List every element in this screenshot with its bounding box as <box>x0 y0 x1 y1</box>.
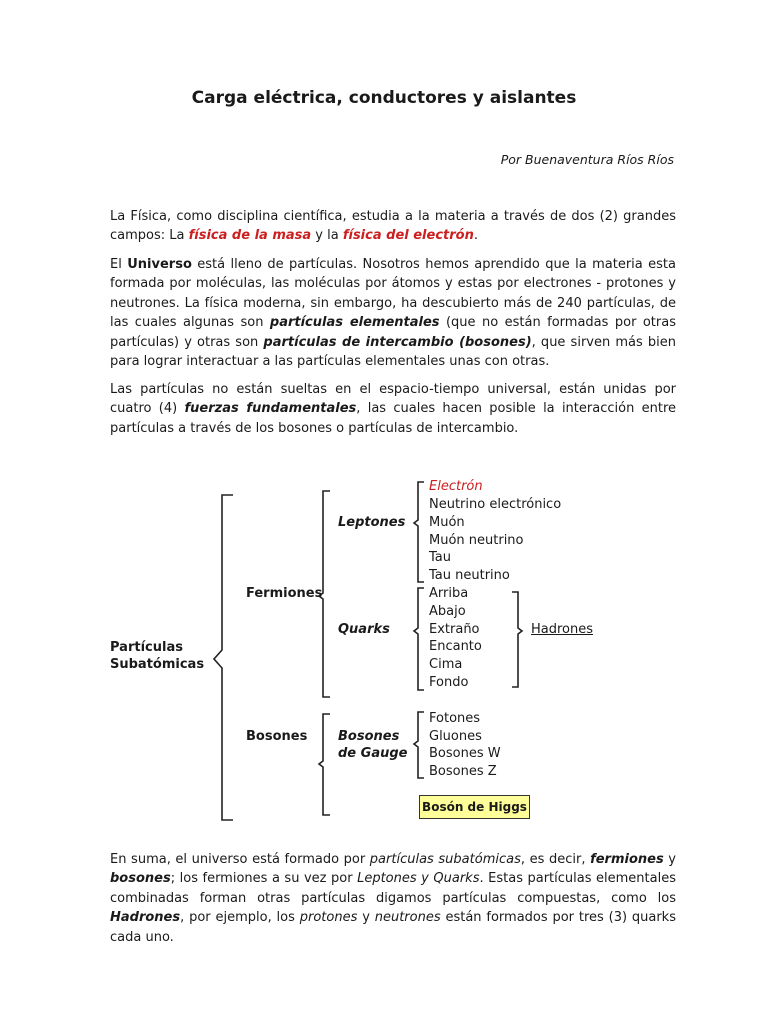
bracket-leptones <box>414 482 424 582</box>
item-encanto: Encanto <box>429 639 482 654</box>
item-neutrino-electronico: Neutrino electrónico <box>429 497 562 512</box>
bracket-root <box>214 495 233 820</box>
author-line: Por Buenaventura Ríos Ríos <box>500 152 674 167</box>
highlight-fisica-masa: física de la masa <box>188 228 312 244</box>
item-muon: Muón <box>429 515 465 530</box>
label-quarks: Quarks <box>338 622 390 637</box>
highlight-fisica-electron: física del electrón <box>342 228 474 244</box>
item-cima: Cima <box>429 657 463 672</box>
document-title: Carga eléctrica, conductores y aislantes <box>191 88 577 108</box>
label-fermiones: Fermiones <box>246 586 323 601</box>
label-leptones: Leptones <box>338 515 406 530</box>
paragraph-intro: La Física, como disciplina científica, estudia a la materia a través de dos (2) grandes campos: La física de la masa y la física del electrón. <box>110 209 676 244</box>
item-fondo: Fondo <box>429 675 469 690</box>
item-gluones: Gluones <box>429 729 482 744</box>
item-electron: Electrón <box>429 479 483 494</box>
higgs-boson-box: Bosón de Higgs <box>419 795 530 819</box>
item-fotones: Fotones <box>429 711 481 726</box>
item-extrano: Extraño <box>429 622 480 637</box>
paragraph-fuerzas: Las partículas no están sueltas en el espacio-tiempo universal, están unidas por cuatro (4) fuerzas fundamentales, las cuales hacen posible la interacción entre partículas a través de los bosones o partículas de intercambio. <box>110 382 676 436</box>
bracket-quarks <box>414 588 424 690</box>
label-bosones-de-gauge: Bosones de Gauge <box>338 729 408 761</box>
item-bosones-z: Bosones Z <box>429 764 497 779</box>
item-arriba: Arriba <box>429 586 469 601</box>
item-muon-neutrino: Muón neutrino <box>429 533 524 548</box>
paragraph-conclusion: En suma, el universo está formado por partículas subatómicas, es decir, fermiones y bosones; los fermiones a su vez por Leptones y Quarks. Estas partículas elementales combinadas forman otras partículas digamos partículas compuestas, como los Hadrones, por ejemplo, los protones y neutrones están formados por tres (3) quarks cada uno. <box>110 852 677 945</box>
label-bosones: Bosones <box>246 729 308 744</box>
paragraph-universo: El Universo está lleno de partículas. Nosotros hemos aprendido que la materia esta formada por moléculas, las moléculas por átomos y estas por electrones - protones y neutrones. La física moderna, sin embargo, ha descubierto más de 240 partículas, de las cuales algunas son partículas elementales (que no están formadas por otras partículas) y otras son partículas de intercambio (bosones), que sirven más bien para lograr interactuar a las partículas elementales unas con otras. <box>110 257 676 370</box>
item-tau: Tau <box>429 550 451 565</box>
item-tau-neutrino: Tau neutrino <box>429 568 510 583</box>
bracket-bosones <box>319 714 330 815</box>
label-particulas-subatomicas: Partículas Subatómicas <box>110 640 205 672</box>
item-abajo: Abajo <box>429 604 466 619</box>
bracket-hadrones <box>512 592 522 687</box>
item-bosones-w: Bosones W <box>429 746 501 761</box>
label-hadrones: Hadrones <box>531 622 594 637</box>
bracket-gauge <box>414 712 424 778</box>
